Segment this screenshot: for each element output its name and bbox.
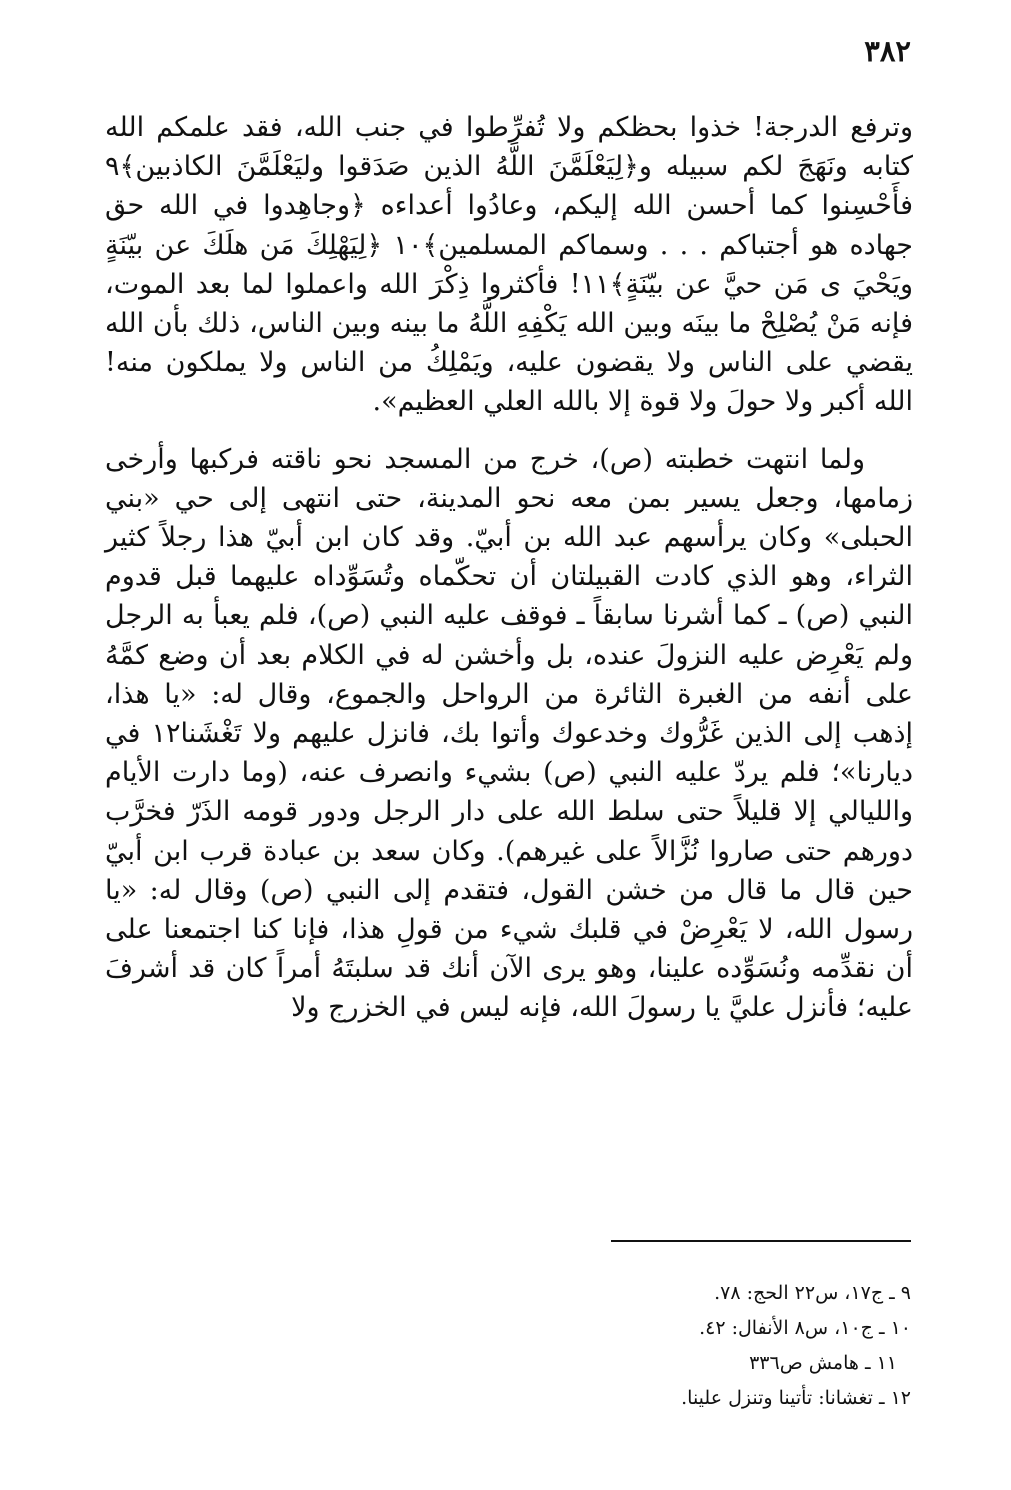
paragraph-2: ولما انتهت خطبته (ص)، خرج من المسجد نحو ناقته فركبها وأرخى زمامها، وجعل يسير بمن معه نحو المدينة، حتى انتهى إلى حي «بني الحبلى» وكان يرأسهم عبد الله بن أبيّ. وقد كان ابن أبيّ هذا رجلاً كثير الثراء، وهو الذي كادت القبيلتان أن تحكّماه وتُسَوِّداه عليهما قبل قدوم النبي (ص) ـ كما أشرنا سابقاً ـ فوقف عليه النبي (ص)، فلم يعبأ به الرجل ولم يَعْرِض عليه النزولَ عنده، بل وأخشن له في الكلام بعد أن وضع كمَّهُ على أنفه من الغبرة الثائرة من الرواحل والجموع، وقال له: «يا هذا، إذهب إلى الذين غَرُّوك وخدعوك وأتوا بك، فانزل عليهم ولا تَغْشَنا١٢ في ديارنا»؛ فلم يردّ عليه النبي (ص) بشيء وانصرف عنه، (وما دارت الأيام والليالي إلا قليلاً حتى سلط الله على دار الرجل ودور قومه الذَرّ فخرَّب دورهم حتى صاروا نُزَّالاً على غيرهم). وكان سعد بن عبادة قرب ابن أبيّ حين قال ما قال من خشن القول، فتقدم إلى النبي (ص) وقال له: «يا رسول الله، لا يَعْرِضْ في قلبك شيء من قولِ هذا، فإنا كنا اجتمعنا على أن نقدِّمه ونُسَوِّده علينا، وهو يرى الآن أنك قد سلبتَهُ أمراً كان قد أشرفَ عليه؛ فأنزل عليَّ يا رسولَ الله، فإنه ليس في الخزرج ولا — [105, 443, 913, 1024]
page-number: ٣٨٢ — [864, 34, 911, 68]
footnote-12: ١٢ ـ تغشانا: تأتينا وتنزل علينا. — [681, 1387, 911, 1409]
footnote-9: ٩ ـ ج١٧، س٢٢ الحج: ٧٨. — [714, 1282, 911, 1304]
main-text — [105, 108, 913, 1028]
footnote-11: ١١ ـ هامش ص٣٣٦ — [749, 1352, 897, 1374]
footnote-10: ١٠ ـ ج١٠، س٨ الأنفال: ٤٢. — [699, 1317, 911, 1339]
footnotes-list — [411, 1276, 911, 1416]
paragraph-1: وترفع الدرجة! خذوا بحظكم ولا تُفرِّطوا في جنب الله، فقد علمكم الله كتابه ونَهَجَ لكم سبيله و﴿لِيَعْلَمَّنَ اللَّهُ الذين صَدَقوا وليَعْلَمَّنَ الكاذبين﴾٩ فأَحْسِنوا كما أحسن الله إليكم، وعادُوا أعداءه ﴿وجاهِدوا في الله حق جهاده هو أجتباكم . . . وسماكم المسلمين﴾١٠ ﴿لِيَهْلِكَ مَن هلَكَ عن بيّنَةٍ ويَحْيَ ى مَن حيَّ عن بيّنَةٍ﴾١١! فأكثروا ذِكْرَ الله واعملوا لما بعد الموت، فإنه مَنْ يُصْلِحْ ما بينَه وبين الله يَكْفِهِ اللَّهُ ما بينه وبين الناس، ذلك بأن الله يقضي على الناس ولا يقضون عليه، ويَمْلِكُ من الناس ولا يملكون منه! الله أكبر ولا حولَ ولا قوة إلا بالله العلي العظيم». — [105, 112, 914, 418]
footnote-separator — [611, 1240, 911, 1242]
